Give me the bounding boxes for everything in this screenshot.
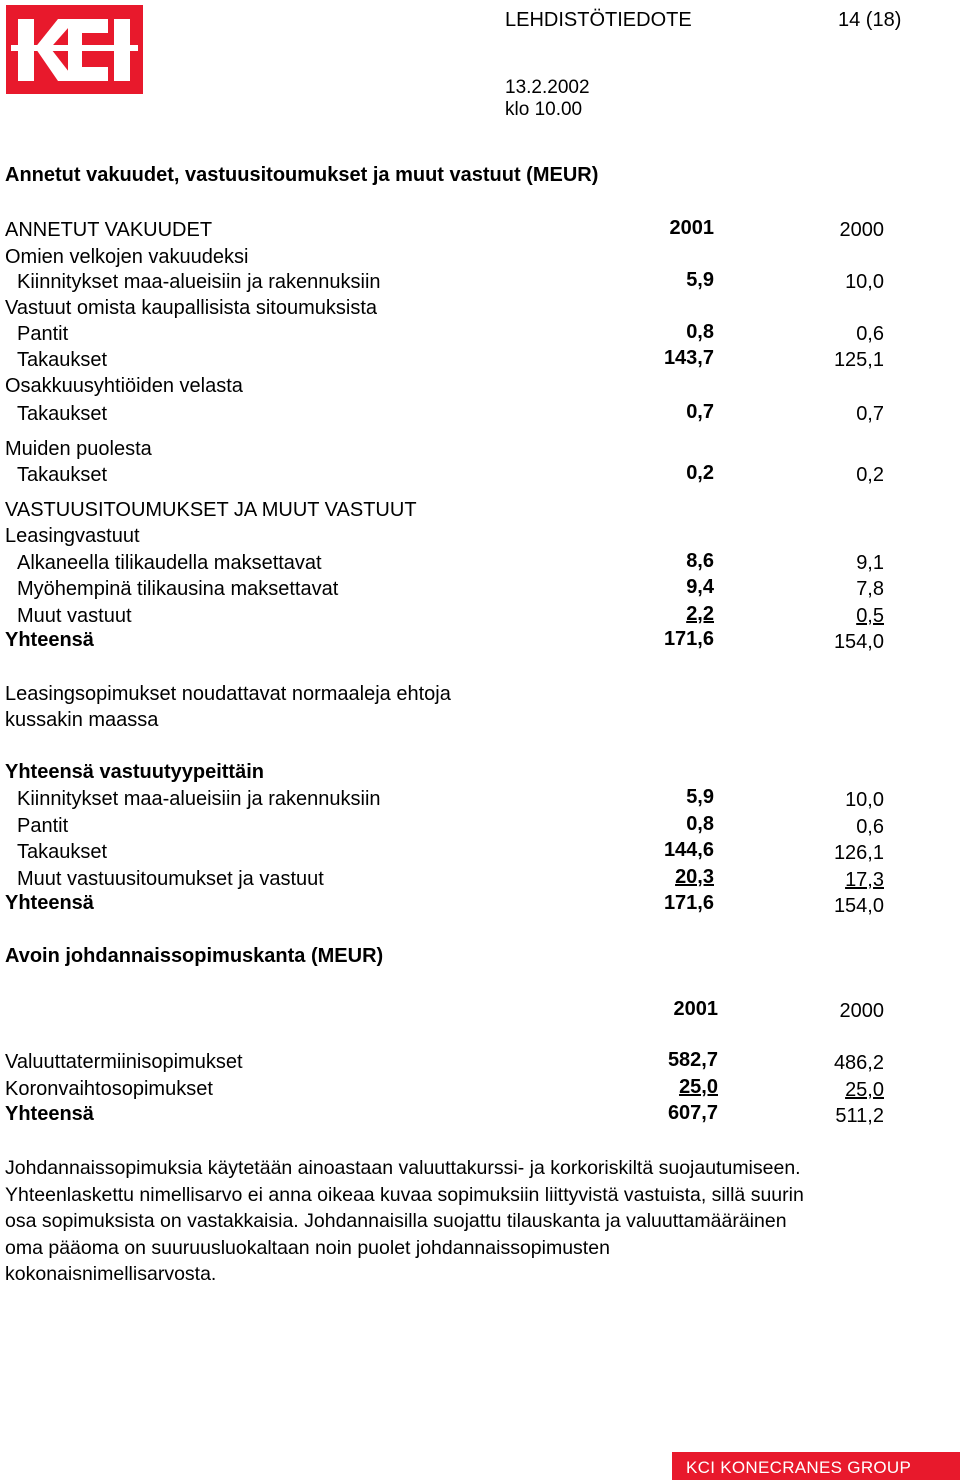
- value-2000: 17,3: [845, 869, 884, 891]
- page-number: 14 (18): [838, 9, 902, 31]
- value-2000: 0,2: [856, 464, 884, 486]
- value-2000: 0,5: [856, 605, 884, 627]
- row-label: Kiinnitykset maa-alueisiin ja rakennuksiin: [17, 788, 381, 810]
- value-2001: 5,9: [686, 786, 714, 808]
- value-2001: 0,8: [686, 321, 714, 343]
- row-label: Kiinnitykset maa-alueisiin ja rakennuksiin: [17, 271, 381, 293]
- row-label: Takaukset: [17, 464, 108, 486]
- paragraph-line: oma pääoma on suuruusluokaltaan noin puolet johdannaissopimusten: [5, 1236, 610, 1259]
- group-label: Osakkuusyhtiöiden velasta: [5, 375, 243, 397]
- value-2000: 126,1: [833, 842, 884, 864]
- document-type: LEHDISTÖTIEDOTE: [505, 9, 692, 31]
- value-2001: 144,6: [663, 839, 714, 861]
- total-2001: 171,6: [663, 628, 714, 650]
- explanatory-paragraph: [5, 1155, 955, 1288]
- value-2000: 0,6: [856, 816, 884, 838]
- value-2000: 10,0: [845, 789, 884, 811]
- value-2000: 25,0: [845, 1079, 884, 1101]
- row-label: Valuuttatermiinisopimukset: [5, 1051, 243, 1073]
- note-line: kussakin maassa: [5, 709, 159, 731]
- total-label: Yhteensä: [5, 1103, 94, 1125]
- row-label: Pantit: [17, 815, 69, 837]
- value-2001: 2,2: [686, 603, 714, 625]
- total-2000: 511,2: [835, 1105, 884, 1127]
- row-label: Muut vastuusitoumukset ja vastuut: [17, 868, 324, 890]
- year-2000-header: 2000: [839, 219, 884, 241]
- total-2001: 171,6: [663, 892, 714, 914]
- footer-bar: [672, 1452, 960, 1480]
- row-label: Myöhempinä tilikausina maksettavat: [17, 578, 339, 600]
- section-heading: VASTUUSITOUMUKSET JA MUUT VASTUUT: [5, 499, 417, 521]
- value-2000: 486,2: [833, 1052, 884, 1074]
- row-label: Alkaneella tilikaudella maksettavat: [17, 552, 322, 574]
- year-2000-header: 2000: [839, 1000, 884, 1022]
- row-label: Takaukset: [17, 403, 108, 425]
- value-2001: 25,0: [679, 1076, 718, 1098]
- value-2001: 5,9: [686, 269, 714, 291]
- total-label: Yhteensä: [5, 629, 94, 651]
- group-label: Muiden puolesta: [5, 438, 152, 460]
- group-label: Leasingvastuut: [5, 525, 140, 547]
- group-label: Omien velkojen vakuudeksi: [5, 246, 249, 268]
- value-2000: 9,1: [856, 552, 884, 574]
- value-2000: 125,1: [833, 349, 884, 371]
- footer-company-name: KCI KONECRANES GROUP: [686, 1458, 912, 1477]
- value-2000: 10,0: [845, 271, 884, 293]
- total-2001: 607,7: [667, 1102, 718, 1124]
- section-title: Avoin johdannaissopimuskanta (MEUR): [5, 945, 384, 967]
- year-2001-header: 2001: [669, 217, 714, 239]
- value-2001: 8,6: [686, 550, 714, 572]
- value-2001: 143,7: [663, 347, 714, 369]
- year-2001-header: 2001: [673, 998, 718, 1020]
- section-title: Annetut vakuudet, vastuusitoumukset ja muut vastuut (MEUR): [5, 164, 599, 186]
- value-2000: 0,7: [856, 403, 884, 425]
- total-2000: 154,0: [833, 631, 884, 653]
- section-heading: Yhteensä vastuutyypeittäin: [5, 761, 264, 783]
- paragraph-line: osa sopimuksista on vastakkaisia. Johdannaisilla suojattu tilauskanta ja valuuttamääräinen: [5, 1210, 787, 1232]
- note-line: Leasingsopimukset noudattavat normaaleja ehtoja: [5, 683, 451, 705]
- row-label: Muut vastuut: [17, 605, 132, 627]
- value-2001: 0,8: [686, 813, 714, 835]
- row-label: Takaukset: [17, 349, 108, 371]
- value-2000: 7,8: [856, 578, 884, 600]
- value-2000: 0,6: [856, 323, 884, 345]
- total-2000: 154,0: [833, 895, 884, 917]
- row-label: Takaukset: [17, 841, 108, 863]
- row-label: Pantit: [17, 323, 69, 345]
- value-2001: 9,4: [686, 576, 714, 598]
- row-label: Koronvaihtosopimukset: [5, 1078, 213, 1100]
- value-2001: 582,7: [667, 1049, 718, 1071]
- release-date: 13.2.2002: [505, 77, 590, 98]
- value-2001: 20,3: [675, 866, 714, 888]
- paragraph-line: Johdannaissopimuksia käytetään ainoastaan valuuttakurssi- ja korkoriskiltä suojautumiseen.: [5, 1157, 801, 1179]
- company-logo: [6, 5, 143, 94]
- group-label: Vastuut omista kaupallisista sitoumuksista: [5, 297, 378, 319]
- value-2001: 0,7: [686, 401, 714, 423]
- paragraph-line: Yhteenlaskettu nimellisarvo ei anna oikeaa kuvaa sopimuksiin liittyvistä vastuista, sillä suurin: [5, 1183, 804, 1206]
- total-label: Yhteensä: [5, 892, 94, 914]
- paragraph-line: kokonaisnimellisarvosta.: [5, 1263, 217, 1285]
- section-heading: ANNETUT VAKUUDET: [5, 219, 213, 241]
- release-time: klo 10.00: [505, 99, 583, 120]
- value-2001: 0,2: [686, 462, 714, 484]
